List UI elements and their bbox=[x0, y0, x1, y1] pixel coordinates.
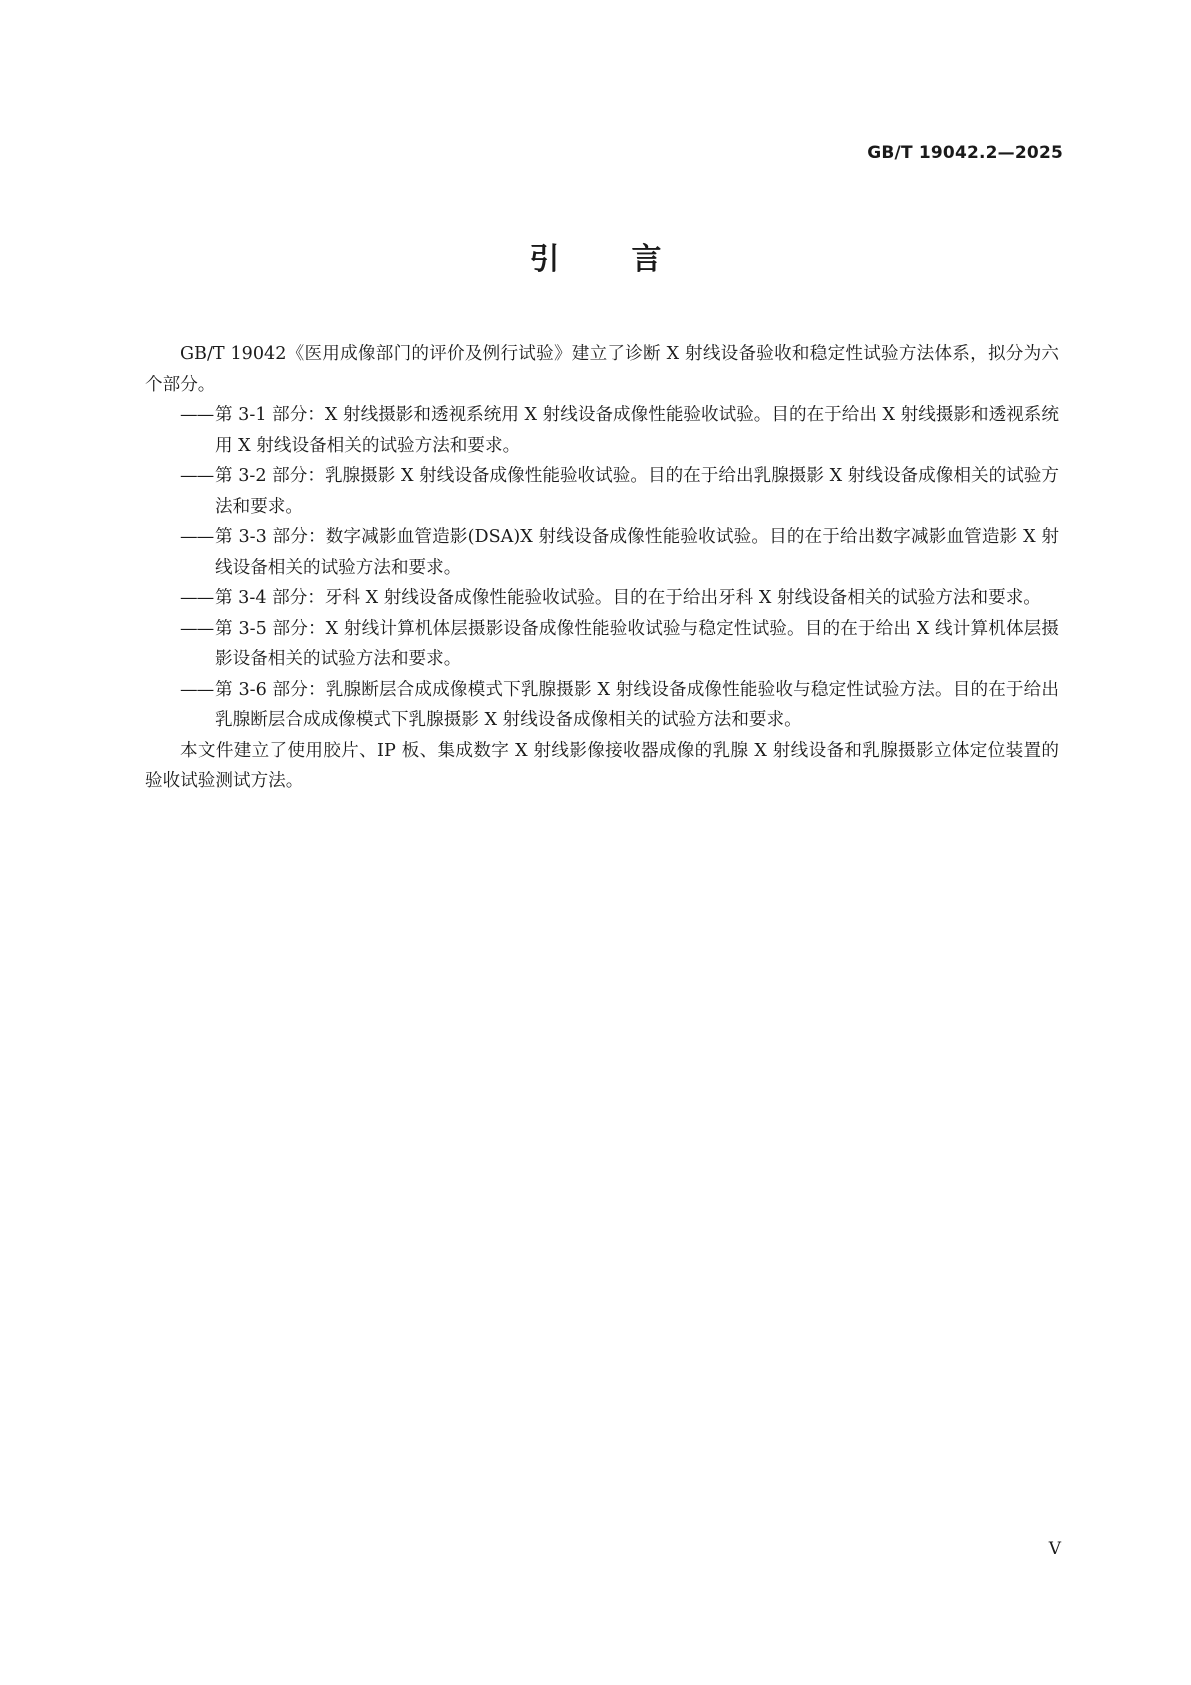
list-item-text: 第 3-3 部分：数字减影血管造影(DSA)X 射线设备成像性能验收试验。目的在于给出数字减影血管造影 X 射线设备相关的试验方法和要求。 bbox=[215, 527, 1059, 578]
list-item-text: 第 3-4 部分：牙科 X 射线设备成像性能验收试验。目的在于给出牙科 X 射线设备相关的试验方法和要求。 bbox=[215, 588, 1041, 608]
list-dash: —— bbox=[180, 679, 214, 700]
list-item bbox=[145, 614, 1059, 675]
list-dash: —— bbox=[180, 618, 214, 639]
list-item-text: 第 3-1 部分：X 射线摄影和透视系统用 X 射线设备成像性能验收试验。目的在于给出 X 射线摄影和透视系统用 X 射线设备相关的试验方法和要求。 bbox=[215, 405, 1059, 456]
standard-number: GB/T 19042.2—2025 bbox=[867, 143, 1063, 163]
list-dash: —— bbox=[180, 588, 214, 608]
list-item bbox=[145, 461, 1059, 522]
closing-paragraph: 本文件建立了使用胶片、IP 板、集成数字 X 射线影像接收器成像的乳腺 X 射线设备和乳腺摄影立体定位装置的验收试验测试方法。 bbox=[145, 740, 1059, 791]
list-item-text: 第 3-5 部分：X 射线计算机体层摄影设备成像性能验收试验与稳定性试验。目的在于给出 X 线计算机体层摄影设备相关的试验方法和要求。 bbox=[215, 618, 1059, 669]
page-title: 引言 bbox=[529, 242, 734, 277]
page-number: V bbox=[1048, 1539, 1061, 1559]
list-dash: —— bbox=[180, 405, 214, 425]
intro-paragraph: GB/T 19042《医用成像部门的评价及例行试验》建立了诊断 X 射线设备验收和稳定性试验方法体系，拟分为六个部分。 bbox=[145, 344, 1059, 395]
document-body bbox=[145, 339, 1059, 797]
list-item bbox=[145, 400, 1059, 461]
list-dash: —— bbox=[180, 527, 214, 547]
list-item bbox=[145, 522, 1059, 583]
list-item-text: 第 3-6 部分：乳腺断层合成成像模式下乳腺摄影 X 射线设备成像性能验收与稳定性试验方法。目的在于给出乳腺断层合成成像模式下乳腺摄影 X 射线设备成像相关的试验方法和要求。 bbox=[215, 679, 1059, 730]
list-dash: —— bbox=[180, 466, 214, 486]
list-item-text: 第 3-2 部分：乳腺摄影 X 射线设备成像性能验收试验。目的在于给出乳腺摄影 X 射线设备成像相关的试验方法和要求。 bbox=[215, 466, 1059, 517]
list-item bbox=[145, 675, 1059, 736]
list-item bbox=[145, 583, 1059, 614]
